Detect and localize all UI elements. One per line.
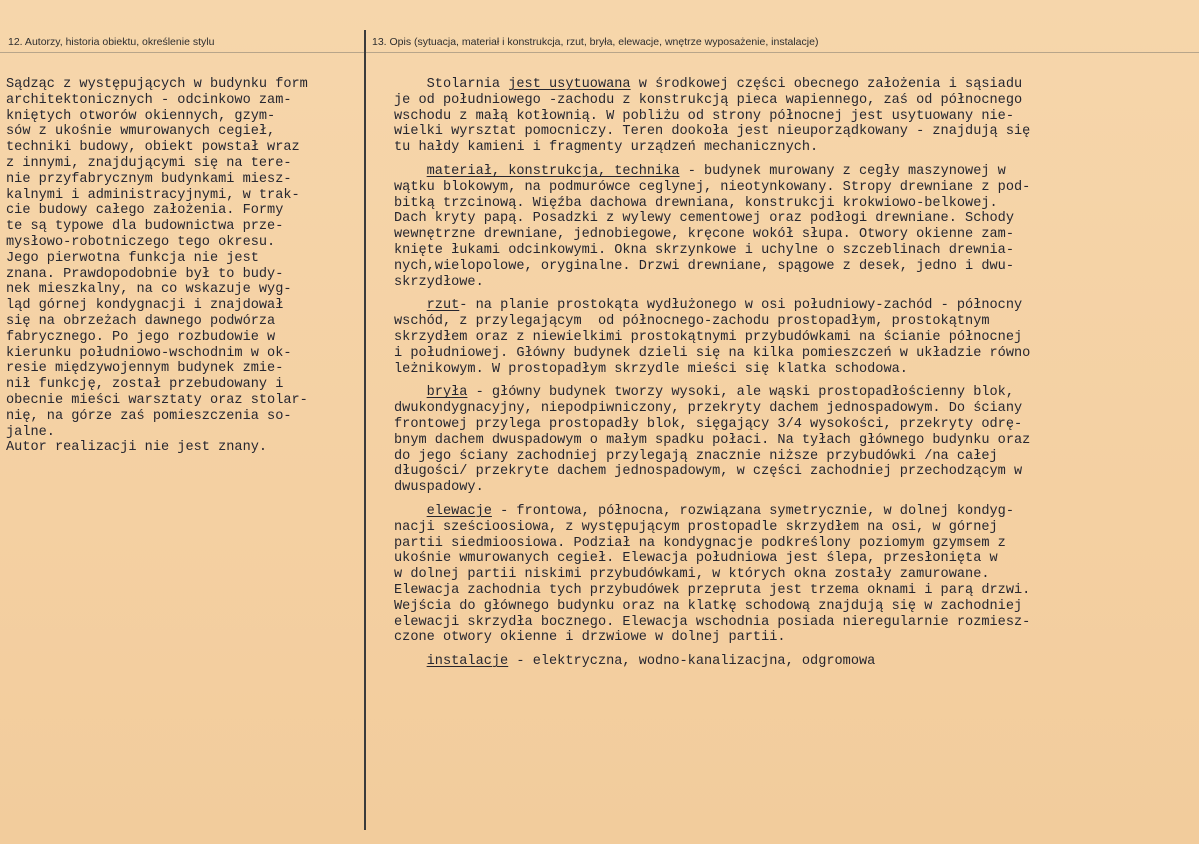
text-line: fabrycznego. Po jego rozbudowie w	[6, 329, 276, 345]
authors-history-text	[6, 77, 308, 456]
text-line	[394, 654, 1194, 670]
text-fragment: - główny budynek tworzy wysoki, ale wąski prostopadłościenny blok,	[467, 385, 1014, 401]
text-fragment: tu hałdy kamieni i fragmenty urządzeń mechanicznych.	[394, 140, 819, 156]
text-line	[394, 504, 1194, 520]
text-fragment: Dach kryty papą. Posadzki z wylewy cementowej oraz podłogi drewniane. Schody	[394, 211, 1014, 227]
text-fragment: frontowej przylega prostopadły blok, sięgający 3/4 wysokości, przekryty odrę-	[394, 416, 1023, 432]
text-fragment: Wejścia do głównego budynku oraz na klatkę schodową znajdują się w zachodniej	[394, 598, 1023, 614]
text-fragment: skrzydłowe.	[394, 274, 484, 290]
text-fragment: nacji sześcioosiowa, z występującym prostopadle skrzydłem na osi, w górnej	[394, 519, 998, 535]
text-line: z innymi, znajdującymi się na tere-	[6, 155, 292, 171]
text-line	[394, 330, 1194, 346]
text-line	[394, 583, 1194, 599]
text-line	[394, 433, 1194, 449]
text-fragment: bitką trzcinową. Więźba dachowa drewniana, konstrukcji krokwiowo-belkowej.	[394, 195, 998, 211]
text-line: cie budowy całego założenia. Formy	[6, 203, 284, 219]
text-fragment: partii siedmioosiowa. Podział na kondygnacje podkreślony poziomym gzymsem z	[394, 535, 1006, 551]
section-keyword: rzut	[426, 298, 460, 314]
text-fragment: - budynek murowany z cegły maszynowej w	[679, 163, 1006, 179]
text-line: architektonicznych - odcinkowo zam-	[6, 92, 292, 108]
text-fragment: Elewacja zachodnia tych przybudówek przepruta jest trzema oknami i parą drzwi.	[394, 582, 1031, 598]
text-fragment: dwuspadowy.	[394, 480, 484, 496]
text-fragment: w dolnej partii niskimi przybudówkami, w których okna zostały zamurowane.	[394, 567, 990, 583]
text-line	[394, 464, 1194, 480]
text-fragment: wewnętrzne drewniane, jednobiegowe, kręcone wokół słupa. Otwory okienne zam-	[394, 227, 1014, 243]
text-line: obecnie mieści warsztaty oraz stolar-	[6, 392, 308, 408]
text-line	[394, 551, 1194, 567]
text-line: nek mieszkalny, na co wskazuje wyg-	[6, 282, 292, 298]
text-line	[394, 385, 1194, 401]
section-keyword: materiał, konstrukcja, technika	[426, 163, 680, 179]
text-line: Autor realizacji nie jest znany.	[6, 440, 268, 456]
text-fragment: dwukondygnacyjny, niepodpiwniczony, przekryty dachem jednospadowym. Do ściany	[394, 401, 1023, 417]
description-paragraph	[394, 654, 1194, 670]
text-line: techniki budowy, obiekt powstał wraz	[6, 140, 300, 156]
section-13-header: 13. Opis (sytuacja, materiał i konstrukcja, rzut, bryła, elewacje, wnętrze wyposażenie, instalacje)	[372, 36, 819, 48]
text-line	[394, 536, 1194, 552]
text-line	[394, 109, 1194, 125]
text-line	[394, 362, 1194, 378]
text-fragment: do jego ściany zachodniej przylegają znacznie niższe przybudówki /na całej	[394, 448, 998, 464]
section-keyword: instalacje	[426, 654, 509, 670]
text-line	[394, 520, 1194, 536]
text-fragment: leżnikowym. W prostopadłym skrzydle mieści się klatka schodowa.	[394, 361, 908, 377]
text-fragment: elewacji skrzydła bocznego. Elewacja wschodnia posiada nieregularnie rozmiesz-	[394, 614, 1031, 630]
text-fragment: knięte łukami odcinkowymi. Okna skrzynkowe i uchylne o szczeblinach drewnia-	[394, 242, 1014, 258]
text-fragment	[394, 385, 427, 400]
header-divider	[0, 52, 1199, 53]
text-line: Sądząc z występujących w budynku form	[6, 77, 308, 92]
text-fragment: długości/ przekryte dachem jednospadowym, w części zachodniej przechodzącym w	[394, 464, 1023, 480]
text-fragment: - frontowa, północna, rozwiązana symetrycznie, w dolnej kondyg-	[491, 503, 1014, 519]
text-fragment: wątku blokowym, na podmurówce ceglynej, nieotynkowany. Stropy drewniane z pod-	[394, 179, 1031, 195]
text-line: znana. Prawdopodobnie był to budy-	[6, 266, 284, 282]
text-line: kalnymi i administracyjnymi, w trak-	[6, 187, 300, 203]
text-line: resie międzywojennym budynek zmie-	[6, 361, 284, 377]
text-line	[394, 449, 1194, 465]
description-paragraph	[394, 298, 1194, 377]
text-fragment	[394, 654, 427, 669]
text-line	[394, 314, 1194, 330]
section-keyword: elewacje	[426, 503, 492, 519]
text-line: te są typowe dla budownictwa prze-	[6, 219, 284, 235]
description-text	[394, 77, 1194, 678]
text-line	[394, 298, 1194, 314]
text-fragment: bnym dachem dwuspadowym o małym spadku połaci. Na tyłach głównego budynku oraz	[394, 432, 1031, 448]
text-line	[394, 417, 1194, 433]
description-paragraph	[394, 164, 1194, 290]
text-line	[394, 567, 1194, 583]
text-line	[394, 259, 1194, 275]
section-keyword: bryła	[426, 385, 468, 401]
text-line: kierunku południowo-wschodnim w ok-	[6, 345, 292, 361]
description-paragraph	[394, 504, 1194, 646]
text-fragment: w środkowej części obecnego założenia i sąsiadu	[630, 77, 1023, 92]
section-12-header: 12. Autorzy, historia obiektu, określenie stylu	[8, 36, 215, 48]
text-line: Jego pierwotna funkcja nie jest	[6, 250, 259, 266]
text-fragment: wschodu z małą kotłownią. W pobliżu od strony północnej jest usytuowany nie-	[394, 108, 1014, 124]
text-fragment: nych,wielopolowe, oryginalne. Drzwi drewniane, spągowe z desek, jedno i dwu-	[394, 258, 1014, 274]
text-fragment: - elektryczna, wodno-kanalizacjna, odgromowa	[508, 654, 876, 670]
column-divider	[364, 30, 366, 830]
text-fragment: wielki wyrsztat pomocniczy. Teren dookoła jest nieuporządkowany - znajdują się	[394, 124, 1031, 140]
text-line	[394, 401, 1194, 417]
text-line	[394, 180, 1194, 196]
text-line	[394, 480, 1194, 496]
text-line	[394, 346, 1194, 362]
text-line	[394, 196, 1194, 212]
text-line	[394, 140, 1194, 156]
text-line: sów z ukośnie wmurowanych cegieł,	[6, 124, 276, 140]
text-line	[394, 77, 1194, 93]
text-fragment: i południowej. Główny budynek dzieli się na kilka pomieszczeń w układzie równo	[394, 345, 1031, 361]
text-line	[394, 275, 1194, 291]
text-fragment: skrzydłem oraz z niewielkimi prostokątnymi przybudówkami na ścianie północnej	[394, 329, 1023, 345]
text-line: kniętych otworów okiennych, gzym-	[6, 108, 276, 124]
text-fragment	[394, 504, 427, 519]
text-line: ląd górnej kondygnacji i znajdował	[6, 298, 284, 314]
section-keyword: jest usytuowana	[508, 77, 631, 92]
text-fragment: je od południowego -zachodu z konstrukcją pieca wapiennego, zaś od północnego	[394, 92, 1023, 108]
text-line	[394, 124, 1194, 140]
text-line: nił funkcję, został przebudowany i	[6, 377, 284, 393]
text-fragment	[394, 298, 427, 313]
text-line	[394, 630, 1194, 646]
text-fragment: - na planie prostokąta wydłużonego w osi południowy-zachód - północny	[459, 298, 1023, 314]
text-line	[394, 164, 1194, 180]
text-line: się na obrzeżach dawnego podwórza	[6, 313, 276, 329]
text-line	[394, 599, 1194, 615]
text-fragment: Stolarnia	[394, 77, 509, 92]
text-fragment: ukośnie wmurowanych cegieł. Elewacja południowa jest ślepa, przesłonięta w	[394, 551, 998, 567]
description-paragraph	[394, 77, 1194, 156]
text-line: nię, na górze zaś pomieszczenia so-	[6, 408, 292, 424]
text-line: jalne.	[6, 424, 55, 440]
text-fragment	[394, 164, 427, 179]
text-line	[394, 243, 1194, 259]
text-line	[394, 227, 1194, 243]
text-line	[394, 93, 1194, 109]
text-fragment: czone otwory okienne i drzwiowe w dolnej partii.	[394, 630, 786, 646]
description-paragraph	[394, 385, 1194, 496]
text-line	[394, 211, 1194, 227]
text-line: mysłowo-robotniczego tego okresu.	[6, 234, 276, 250]
text-line	[394, 615, 1194, 631]
text-line: nie przyfabrycznym budynkami miesz-	[6, 171, 292, 187]
text-fragment: wschód, z przylegającym od północnego-zachodu prostopadłym, prostokątnym	[394, 314, 990, 330]
